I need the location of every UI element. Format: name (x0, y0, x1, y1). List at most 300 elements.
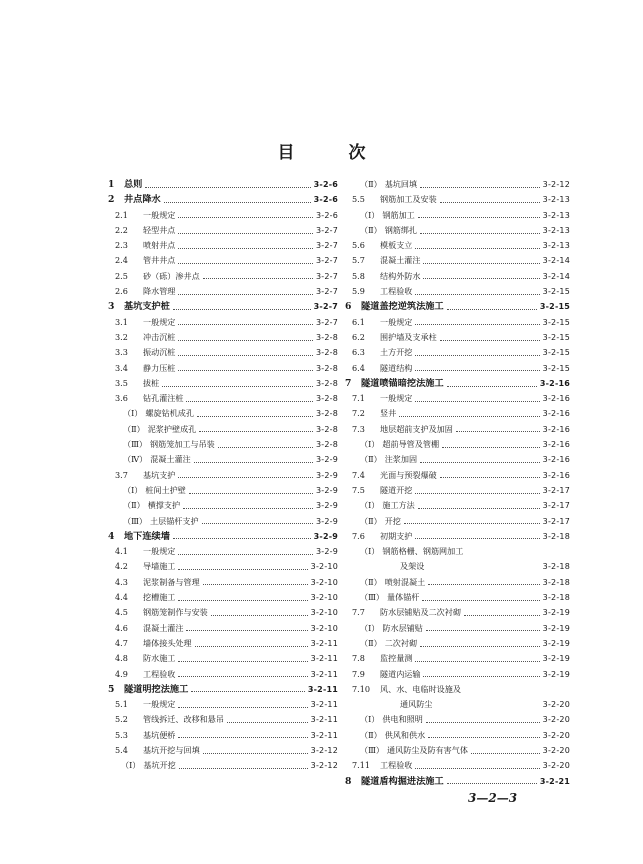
toc-leader-dots (435, 702, 539, 707)
toc-leader-dots (203, 273, 313, 279)
toc-entry (345, 774, 570, 789)
toc-leader-dots (218, 442, 313, 448)
toc-entry-page: 3-2-7 (315, 317, 338, 327)
toc-leader-dots (415, 488, 539, 494)
toc-leader-dots (178, 243, 313, 249)
toc-entry-page: 3-2-18 (542, 577, 570, 587)
toc-leader-dots (189, 488, 313, 494)
toc-entry-title: 混凝土灌注 (380, 255, 421, 266)
toc-entry (345, 605, 570, 620)
toc-leader-dots (447, 381, 537, 387)
toc-entry-number: 7.5 (352, 484, 365, 495)
toc-entry-number: 7.1 (352, 393, 365, 404)
toc-leader-dots (179, 763, 308, 769)
toc-entry-page: 3-2-19 (542, 654, 570, 664)
toc-entry-number: 4.3 (115, 576, 128, 587)
toc-entry (345, 529, 570, 544)
toc-entry (108, 223, 338, 238)
toc-entry-page: 3-2-15 (542, 287, 570, 297)
toc-entry-page: 3-2-11 (310, 715, 338, 725)
toc-leader-dots (178, 671, 307, 677)
toc-entry (108, 498, 338, 513)
toc-entry-page: 3-2-11 (310, 638, 338, 648)
toc-entry-title: 基坑便桥 (143, 729, 176, 740)
toc-entry-number: 7 (345, 377, 352, 389)
toc-entry-title: 钢筋绑扎 (384, 224, 418, 235)
toc-left-column (108, 177, 338, 774)
toc-leader-dots (186, 625, 307, 631)
toc-entry-page: 3-2-21 (539, 776, 570, 786)
toc-entry (345, 437, 570, 452)
toc-entry-title: 拔桩 (143, 377, 160, 388)
toc-entry (108, 361, 338, 376)
toc-entry (108, 621, 338, 636)
toc-entry-title: 通风防尘及防有害气体 (387, 744, 468, 755)
toc-entry (345, 284, 570, 299)
toc-entry (108, 636, 338, 651)
toc-right-column (345, 177, 570, 789)
toc-entry (108, 605, 338, 620)
toc-entry-title: 导墙施工 (143, 561, 176, 572)
toc-entry-title: 施工方法 (382, 500, 415, 511)
toc-entry (108, 452, 338, 467)
toc-entry-number: 2.6 (115, 286, 128, 297)
toc-entry-title: 螺旋钻机成孔 (145, 408, 194, 419)
toc-entry (345, 299, 570, 314)
toc-entry-title: 混凝土灌注 (143, 622, 184, 633)
toc-entry-page: 3-2-16 (542, 455, 570, 465)
toc-entry (108, 422, 338, 437)
toc-entry-title: 轻型井点 (143, 224, 176, 235)
toc-entry (108, 238, 338, 253)
toc-entry (345, 452, 570, 467)
toc-entry-title: 注浆加固 (384, 454, 418, 465)
toc-entry (108, 468, 338, 483)
toc-entry-page: 3-2-18 (542, 562, 570, 572)
toc-entry-title: 工程验收 (380, 760, 413, 771)
toc-entry-number: 5.1 (115, 699, 128, 710)
toc-leader-dots (418, 503, 540, 509)
toc-entry (108, 544, 338, 559)
toc-leader-dots (456, 426, 540, 432)
toc-title-char-1: 目 (277, 143, 295, 163)
toc-entry-number: 5.3 (115, 729, 128, 740)
toc-entry-title: 桩间土护壁 (145, 484, 186, 495)
toc-leader-dots (178, 595, 307, 601)
toc-leader-dots (178, 258, 313, 264)
toc-entry-title: 初期支护 (380, 530, 413, 541)
toc-entry-number: （Ⅰ） (121, 760, 141, 771)
toc-leader-dots (178, 228, 313, 234)
toc-leader-dots (162, 381, 313, 387)
toc-entry-title: 一般规定 (143, 699, 176, 710)
toc-entry-page: 3-2-11 (310, 669, 338, 679)
toc-entry-page: 3-2-16 (542, 470, 570, 480)
toc-leader-dots (178, 549, 313, 555)
toc-leader-dots (471, 748, 540, 754)
toc-leader-dots (415, 396, 539, 402)
toc-entry (345, 238, 570, 253)
toc-entry-title: 钢筋加工 (382, 209, 415, 220)
toc-entry-title: 围护墙及支承柱 (380, 331, 437, 342)
toc-leader-dots (178, 289, 313, 295)
toc-entry (345, 269, 570, 284)
toc-entry-number: （Ⅲ） (360, 744, 384, 755)
toc-entry-page: 3-2-7 (315, 256, 338, 266)
toc-entry-title: 振动沉桩 (143, 347, 176, 358)
toc-leader-dots (197, 411, 313, 417)
toc-entry-title: 钻孔灌注桩 (143, 393, 184, 404)
toc-entry (108, 514, 338, 529)
toc-leader-dots (202, 518, 313, 524)
toc-entry (345, 208, 570, 223)
toc-entry (345, 483, 570, 498)
toc-entry-number: （Ⅰ） (360, 714, 380, 725)
toc-entry-page: 3-2-8 (315, 332, 338, 342)
toc-leader-dots (420, 228, 540, 234)
toc-entry-page: 3-2-16 (542, 440, 570, 450)
toc-entry-title: 泥浆制备与管理 (143, 576, 200, 587)
toc-entry-number: 4.6 (115, 622, 128, 633)
toc-entry-number: （Ⅱ） (360, 729, 382, 740)
toc-entry (108, 406, 338, 421)
toc-leader-dots (203, 579, 308, 585)
toc-entry-page: 3-2-19 (542, 623, 570, 633)
toc-entry-title: 风、水、电临时设施及 (380, 683, 461, 694)
toc-leader-dots (415, 350, 539, 356)
toc-leader-dots (145, 182, 310, 188)
toc-entry-number: 7.4 (352, 469, 365, 480)
toc-entry-page: 3-2-18 (542, 593, 570, 603)
toc-entry (108, 299, 338, 314)
toc-leader-dots (415, 533, 539, 539)
toc-leader-dots (178, 319, 313, 325)
toc-entry (108, 192, 338, 207)
toc-entry-title: 供电和照明 (382, 714, 423, 725)
toc-entry-number: 7.3 (352, 423, 365, 434)
toc-entry-page: 3-2-8 (315, 409, 338, 419)
toc-leader-dots (399, 411, 539, 417)
toc-entry-page: 3-2-13 (542, 225, 570, 235)
toc-leader-dots (422, 595, 539, 601)
toc-entry-title: 基坑开挖 (143, 760, 176, 771)
toc-entry-title: 井点降水 (124, 194, 161, 206)
toc-entry-title: 静力压桩 (143, 362, 176, 373)
toc-entry (345, 712, 570, 727)
toc-leader-dots (199, 426, 313, 432)
toc-entry-number: 5.6 (352, 240, 365, 251)
toc-entry-page: 3-2-10 (310, 623, 338, 633)
toc-entry (345, 682, 570, 697)
toc-entry-number: 2.1 (115, 209, 128, 220)
toc-leader-dots (178, 702, 307, 708)
toc-entry-number: （Ⅱ） (360, 576, 382, 587)
toc-entry-page: 3-2-9 (315, 485, 338, 495)
footer-page-number: 3—2—3 (468, 791, 518, 805)
toc-entry-number: 2.4 (115, 255, 128, 266)
toc-entry-page: 3-2-8 (315, 378, 338, 388)
toc-entry-number: 4.8 (115, 653, 128, 664)
toc-entry-page: 3-2-6 (313, 180, 338, 189)
toc-entry (345, 406, 570, 421)
toc-entry-page: 3-2-9 (315, 455, 338, 465)
toc-entry-number: 1 (108, 179, 115, 190)
toc-leader-dots (195, 641, 308, 647)
toc-entry-number: 5.2 (115, 714, 128, 725)
toc-leader-dots (178, 732, 307, 738)
toc-entry-page: 3-2-19 (542, 638, 570, 648)
toc-entry-page: 3-2-15 (542, 348, 570, 358)
toc-leader-dots (447, 778, 537, 784)
toc-entry (108, 667, 338, 682)
toc-entry-title: 一般规定 (143, 546, 176, 557)
toc-entry-number: （Ⅰ） (360, 439, 380, 450)
toc-entry-title: 光面与预裂爆破 (380, 469, 437, 480)
toc-entry-title: 隧道喷锚暗挖法施工 (361, 377, 444, 389)
toc-entry-number: 3.2 (115, 331, 128, 342)
toc-entry-number: 7.7 (352, 607, 365, 618)
toc-entry-page: 3-2-15 (542, 332, 570, 342)
toc-entry-title: 结构外防水 (380, 270, 421, 281)
toc-entry (345, 345, 570, 360)
toc-entry-number: 3 (108, 301, 115, 313)
toc-leader-dots (415, 243, 539, 249)
toc-entry (345, 621, 570, 636)
toc-entry-title: 喷射混凝土 (384, 576, 426, 587)
toc-leader-dots (440, 335, 540, 341)
toc-entry-number: （Ⅱ） (123, 423, 145, 434)
toc-entry-title: 砂（砾）渗井点 (143, 270, 200, 281)
toc-entry-number: 6.1 (352, 316, 365, 327)
toc-entry (108, 177, 338, 192)
toc-entry-number: 5 (108, 683, 115, 695)
toc-entry-number: 4.4 (115, 592, 128, 603)
toc-entry-title: 二次衬砌 (384, 637, 418, 648)
toc-entry (108, 743, 338, 758)
toc-entry-title: 泥浆护壁成孔 (147, 423, 197, 434)
toc-entry-page: 3-2-13 (542, 195, 570, 205)
toc-entry-page: 3-2-10 (310, 577, 338, 587)
toc-entry-page: 3-2-9 (315, 516, 338, 526)
toc-entry-page: 3-2-16 (539, 378, 570, 388)
toc-entry-title: 墙体接头处理 (143, 637, 192, 648)
toc-entry-number: （Ⅲ） (123, 515, 147, 526)
toc-entry-title: 地层超前支护及加固 (380, 423, 453, 434)
toc-leader-dots (447, 304, 537, 310)
toc-leader-dots (173, 533, 311, 539)
toc-entry (345, 651, 570, 666)
toc-entry (108, 712, 338, 727)
toc-entry-title: 混凝土灌注 (150, 454, 191, 465)
toc-entry-page: 3-2-20 (542, 745, 570, 755)
toc-leader-dots (203, 748, 308, 754)
toc-leader-dots (191, 686, 305, 692)
toc-entry-number: 5.9 (352, 286, 365, 297)
toc-entry-title: 钢筋加工及安装 (380, 194, 437, 205)
toc-entry-title: 竖井 (380, 408, 397, 419)
toc-entry-title: 模板支立 (380, 240, 413, 251)
toc-entry (108, 651, 338, 666)
toc-entry-page: 3-2-12 (310, 761, 338, 771)
toc-entry-title: 总则 (124, 179, 143, 190)
toc-leader-dots (415, 289, 539, 295)
toc-entry-page: 3-2-14 (542, 271, 570, 281)
toc-entry-page: 3-2-10 (310, 608, 338, 618)
toc-leader-dots (183, 503, 313, 509)
toc-entry-number: （Ⅱ） (360, 179, 382, 189)
toc-title-char-2: 次 (348, 143, 366, 163)
toc-entry-number: 5.5 (352, 194, 365, 205)
toc-leader-dots (440, 472, 540, 478)
toc-entry-page: 3-2-9 (315, 547, 338, 557)
toc-entry-number: 7.2 (352, 408, 365, 419)
toc-entry (108, 483, 338, 498)
toc-entry (345, 728, 570, 743)
toc-entry-number: 2 (108, 194, 115, 206)
toc-entry-page: 3-2-10 (310, 562, 338, 572)
toc-entry-page: 3-2-13 (542, 210, 570, 220)
toc-leader-dots (423, 273, 539, 279)
toc-entry-page: 3-2-8 (315, 363, 338, 373)
toc-entry (108, 253, 338, 268)
toc-entry-title: 超前导管及管棚 (382, 439, 440, 450)
toc-entry-page: 3-2-7 (315, 271, 338, 281)
toc-entry-number: 4.1 (115, 546, 128, 557)
toc-entry-number: 8 (345, 775, 352, 787)
toc-entry-number: 7.9 (352, 668, 365, 679)
toc-entry-page: 3-2-12 (542, 180, 570, 189)
toc-entry (108, 376, 338, 391)
toc-entry-title: 土层锚杆支护 (150, 515, 199, 526)
toc-entry-number: 3.7 (115, 469, 128, 480)
toc-entry-page: 3-2-20 (542, 730, 570, 740)
toc-entry-page: 3-2-9 (313, 531, 338, 541)
toc-entry (345, 575, 570, 590)
toc-entry-page: 3-2-20 (542, 700, 570, 710)
toc-entry-number: （Ⅲ） (360, 592, 384, 603)
toc-leader-dots (420, 457, 540, 463)
toc-entry-page: 3-2-11 (310, 730, 338, 740)
toc-leader-dots (415, 319, 539, 325)
toc-entry-number: （Ⅰ） (123, 484, 143, 495)
toc-leader-dots (423, 671, 539, 677)
toc-entry-page: 3-2-19 (542, 669, 570, 679)
toc-entry-title: 防水施工 (143, 653, 176, 664)
toc-entry-title: 一般规定 (143, 209, 176, 220)
toc-entry-title: 监控量测 (380, 653, 413, 664)
toc-entry-number: （Ⅱ） (360, 515, 382, 526)
toc-entry-number: 5.7 (352, 255, 365, 266)
toc-leader-dots (423, 258, 539, 264)
toc-entry-page: 3-2-20 (542, 761, 570, 771)
toc-entry-title: 地下连续墙 (124, 530, 170, 542)
toc-entry (345, 590, 570, 605)
toc-entry (345, 391, 570, 406)
toc-entry-title: 工程验收 (380, 286, 413, 297)
toc-entry-page: 3-2-20 (542, 715, 570, 725)
toc-entry-page: 3-2-16 (542, 394, 570, 404)
toc-entry-page: 3-2-6 (313, 195, 338, 205)
toc-entry (345, 315, 570, 330)
toc-entry-page: 3-2-6 (315, 210, 338, 220)
toc-entry-number: （Ⅰ） (360, 209, 380, 220)
toc-entry-title: 基坑回填 (384, 179, 418, 189)
toc-entry (345, 697, 570, 712)
toc-entry-number: 5.4 (115, 744, 128, 755)
toc-entry-title: 降水管理 (143, 286, 176, 297)
toc-entry-number: 6.2 (352, 331, 365, 342)
toc-entry-number: 3.6 (115, 393, 128, 404)
toc-entry-number: （Ⅰ） (123, 408, 143, 419)
toc-entry (345, 498, 570, 513)
toc-entry-page: 3-2-15 (542, 317, 570, 327)
toc-entry-title: 挖槽施工 (143, 592, 176, 603)
toc-entry-page: 3-2-16 (542, 424, 570, 434)
toc-entry-page: 3-2-7 (315, 287, 338, 297)
toc-entry-title: 冲击沉桩 (143, 331, 176, 342)
toc-entry (345, 758, 570, 773)
toc-entry-title: 管线拆迁、改移和悬吊 (143, 714, 224, 725)
toc-entry-page: 3-2-7 (313, 302, 338, 312)
toc-entry (108, 728, 338, 743)
toc-leader-dots (426, 717, 540, 723)
toc-leader-dots (178, 365, 313, 371)
toc-entry (108, 529, 338, 544)
toc-leader-dots (404, 518, 540, 524)
toc-entry-page: 3-2-14 (542, 256, 570, 266)
toc-entry-title: 防水层铺贴 (382, 622, 423, 633)
toc-entry-title: 工程验收 (143, 668, 176, 679)
toc-entry (108, 284, 338, 299)
toc-title (0, 138, 643, 163)
toc-entry-number: 4 (108, 530, 115, 542)
toc-entry-title: 横撑支护 (147, 500, 181, 511)
toc-leader-dots (194, 457, 313, 463)
toc-leader-dots (426, 625, 540, 631)
toc-entry-title: 土方开挖 (380, 347, 413, 358)
toc-entry-number: 7.6 (352, 530, 365, 541)
toc-entry-title: 基坑支护 (143, 469, 176, 480)
toc-entry (108, 208, 338, 223)
toc-leader-dots (227, 717, 308, 723)
toc-entry-page: 3-2-16 (542, 409, 570, 419)
toc-leader-dots (428, 732, 539, 738)
toc-entry-number: （Ⅳ） (123, 454, 148, 465)
toc-leader-dots (415, 763, 539, 769)
toc-entry-page: 3-2-8 (315, 424, 338, 434)
toc-entry (345, 743, 570, 758)
toc-entry (345, 177, 570, 192)
toc-entry-page: 3-2-12 (310, 745, 338, 755)
toc-entry (345, 636, 570, 651)
toc-entry-page: 3-2-8 (315, 394, 338, 404)
toc-entry (108, 315, 338, 330)
toc-entry-title: 隧道结构 (380, 362, 413, 373)
toc-entry (345, 253, 570, 268)
toc-entry-number: 7.11 (352, 760, 371, 771)
toc-entry-page: 3-2-13 (542, 241, 570, 251)
toc-entry (108, 682, 338, 697)
toc-entry (108, 697, 338, 712)
toc-entry (345, 422, 570, 437)
toc-entry-number: 7.8 (352, 653, 365, 664)
toc-entry-page: 3-2-10 (310, 593, 338, 603)
toc-entry-title: 开挖 (384, 515, 401, 526)
toc-entry-number: （Ⅰ） (360, 546, 380, 557)
toc-entry-page: 3-2-11 (307, 684, 338, 694)
toc-leader-dots (420, 641, 540, 647)
toc-entry-number: 2.5 (115, 270, 128, 281)
